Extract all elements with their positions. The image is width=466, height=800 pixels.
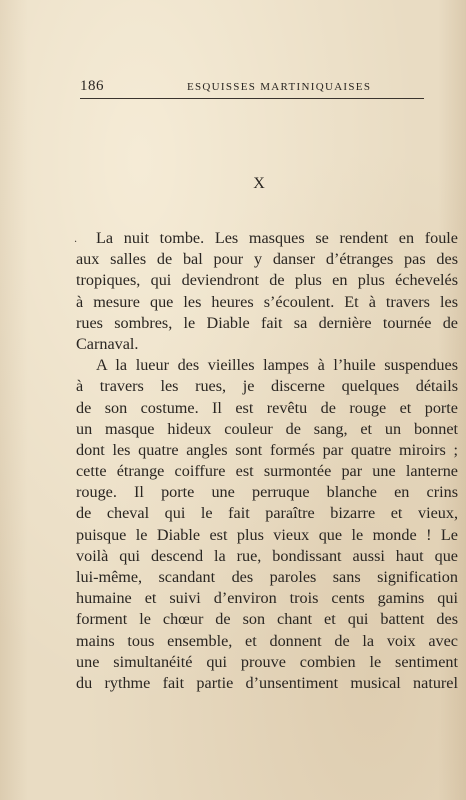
paragraph-2-line: cette étrange coiffure est surmontée par une lanterne bbox=[76, 462, 458, 481]
paragraph-2-line: une simultanéité qui prouve combien le sentiment bbox=[76, 652, 458, 671]
paragraph-2-line: forment le chœur de son chant et qui battent des bbox=[76, 610, 458, 629]
paragraph-2-line: lui-même, scandant des paroles sans signification bbox=[76, 568, 458, 586]
paragraph-2-line: de son costume. Il est revêtu de rouge et porte bbox=[76, 398, 458, 417]
paragraph-2-line: à travers les rues, je discerne quelques détails bbox=[76, 377, 458, 396]
paragraph-2-line: humaine et suivi d’environ trois cents gamins qui bbox=[76, 589, 458, 608]
paragraph-1-line: La nuit tombe. Les masques se rendent en foule bbox=[96, 229, 458, 247]
running-head: ESQUISSES MARTINIQUAISES bbox=[187, 81, 372, 93]
body-text bbox=[76, 228, 458, 694]
paragraph-1-line: tropiques, qui deviendront de plus en plus échevelés bbox=[76, 271, 458, 290]
page-header bbox=[80, 76, 424, 99]
paragraph-1-line: Carnaval. bbox=[76, 334, 139, 353]
paragraph-2-line: A la lueur des vieilles lampes à l’huile suspendues bbox=[96, 356, 458, 375]
paragraph-1-line: rues sombres, le Diable fait sa dernière tournée de bbox=[76, 313, 458, 332]
paragraph-2-line: voilà qui descend la rue, bondissant aussi haut que bbox=[76, 546, 458, 565]
paragraph-2-line: un masque hideux couleur de sang, et un bonnet bbox=[76, 419, 458, 438]
paragraph-1-line: à mesure que les heures s’écoulent. Et à travers les bbox=[76, 292, 458, 311]
paragraph-2-line: mains tous ensemble, et donnent de la voix avec bbox=[76, 631, 458, 650]
paragraph-2-line: puisque le Diable est plus vieux que le monde ! Le bbox=[76, 525, 458, 544]
paragraph-2-line: rouge. Il porte une perruque blanche en crins bbox=[76, 483, 458, 502]
paragraph-2-line: de cheval qui le fait paraître bizarre et vieux, bbox=[76, 504, 458, 523]
paragraph-1-line: aux salles de bal pour y danser d’étranges pas des bbox=[76, 250, 458, 269]
paragraph-2-line: du rythme fait partie d’unsentiment musical naturel bbox=[76, 673, 458, 692]
page-number: 186 bbox=[80, 78, 104, 94]
paragraph-2-line: dont les quatre angles sont formés par quatre miroirs ; bbox=[76, 440, 458, 459]
ink-speck-icon: . bbox=[74, 234, 78, 245]
chapter-heading: X bbox=[253, 175, 265, 192]
